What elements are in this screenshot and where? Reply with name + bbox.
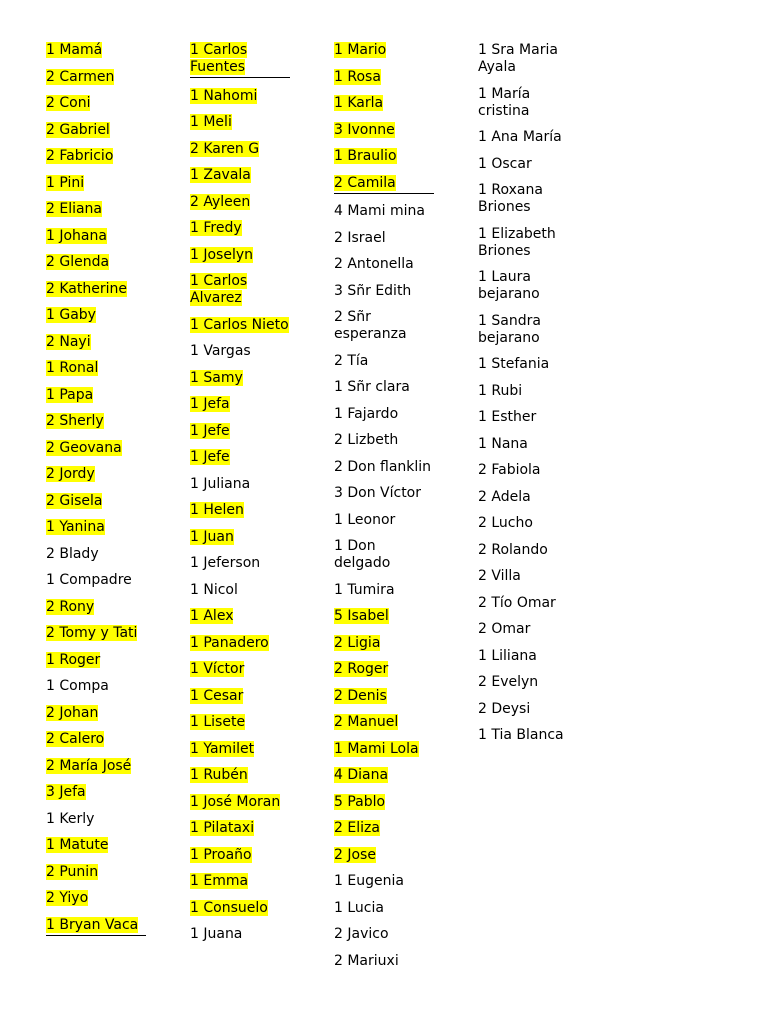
list-item [334, 953, 434, 970]
highlighted-list-item [190, 794, 290, 811]
highlighted-list-item [190, 635, 290, 652]
list-item-text: 4 Diana [334, 767, 389, 783]
list-item [478, 356, 578, 373]
highlighted-list-item [46, 148, 146, 165]
list-item [334, 582, 434, 599]
list-item-text: 1 Rubén [190, 767, 248, 783]
list-item-text: 1 Karla [334, 95, 384, 111]
highlighted-list-item [46, 69, 146, 86]
list-item [478, 727, 578, 744]
list-item [46, 811, 146, 828]
list-item-text: 2 Deysi [478, 700, 531, 717]
highlighted-list-item [190, 529, 290, 546]
list-item-text: 1 Fajardo [334, 405, 399, 422]
list-item [478, 462, 578, 479]
highlighted-list-item [190, 273, 290, 307]
list-item-text: 1 Jefe [190, 422, 230, 439]
highlighted-list-item [46, 625, 146, 642]
list-item-text: 2 Sherly [46, 413, 104, 429]
list-item-text: 2 Gisela [46, 492, 103, 509]
list-item-text: 1 Johana [46, 227, 107, 244]
list-item-text: 2 Roger [334, 661, 389, 677]
list-item [478, 436, 578, 453]
list-item [46, 572, 146, 589]
list-item-text: 2 Rolando [478, 541, 548, 558]
highlighted-list-item [334, 635, 434, 652]
list-item [478, 269, 578, 303]
list-item [478, 409, 578, 426]
list-item-text: 1 Joselyn [190, 246, 254, 263]
list-item [334, 379, 434, 396]
list-item-text: 2 Mariuxi [334, 952, 399, 969]
list-item-text: 1 Zavala [190, 167, 251, 183]
highlighted-list-item [334, 767, 434, 784]
list-item-text: 2 Sñr esperanza [334, 309, 407, 342]
list-item-text: 4 Mami mina [334, 203, 425, 219]
highlighted-list-item [46, 228, 146, 245]
highlighted-list-item [46, 917, 146, 936]
list-item [334, 353, 434, 370]
list-item-text: 2 Katherine [46, 280, 127, 297]
list-item-text: 1 Mami Lola [334, 740, 419, 757]
list-item [334, 512, 434, 529]
list-item [478, 595, 578, 612]
list-item-text: 1 Carlos Alvarez [190, 273, 248, 306]
list-item-text: 1 Kerly [46, 810, 95, 827]
list-item [478, 313, 578, 347]
list-item-text: 1 Samy [190, 369, 243, 386]
list-item [478, 226, 578, 260]
highlighted-list-item [46, 95, 146, 112]
list-item-text: 1 Víctor [190, 661, 245, 677]
highlighted-list-item [190, 661, 290, 678]
list-item-text: 1 Carlos Fuentes [190, 42, 248, 75]
list-item-text: 2 Adela [478, 488, 531, 505]
list-item-text: 1 Yamilet [190, 740, 255, 757]
highlighted-list-item [334, 69, 434, 86]
list-item-text: 1 Helen [190, 502, 244, 518]
highlighted-list-item [46, 599, 146, 616]
list-item [478, 621, 578, 638]
list-item-text: 1 Don delgado [334, 538, 391, 571]
list-item-text: 2 Camila [334, 174, 396, 191]
highlighted-list-item [46, 890, 146, 907]
list-item-text: 1 Meli [190, 114, 232, 130]
list-item-text: 1 Oscar [478, 155, 532, 172]
list-item-text: 1 Nahomi [190, 87, 258, 104]
list-item-text: 2 Carmen [46, 68, 115, 85]
list-item-text: 2 Tía [334, 352, 369, 369]
list-item-text: 2 Geovana [46, 439, 122, 456]
highlighted-list-item [190, 714, 290, 731]
list-item [478, 489, 578, 506]
name-column-3 [334, 42, 434, 979]
highlighted-list-item [46, 413, 146, 430]
list-item [478, 568, 578, 585]
list-item-text: 2 Jordy [46, 466, 95, 482]
list-item-text: 1 Rosa [334, 68, 381, 85]
highlighted-list-item [190, 88, 290, 105]
list-item-text: 1 Compadre [46, 572, 132, 588]
list-item-text: 2 Blady [46, 545, 99, 562]
list-item [478, 86, 578, 120]
list-item-text: 1 Consuelo [190, 899, 268, 916]
list-item-text: 1 Ana María [478, 129, 562, 145]
list-item-text: 2 Javico [334, 926, 389, 942]
list-item-text: 1 Jefa [190, 396, 230, 412]
list-item-text: 2 Eliana [46, 201, 103, 217]
highlighted-list-item [190, 167, 290, 184]
list-item [334, 309, 434, 343]
list-item-text: 2 Calero [46, 731, 105, 747]
list-item-text: 1 Roger [46, 651, 101, 668]
list-item [478, 648, 578, 665]
list-item [478, 182, 578, 216]
list-item-text: 1 María cristina [478, 85, 531, 119]
list-item [334, 203, 434, 220]
list-item [190, 476, 290, 493]
list-item-text: 2 María José [46, 757, 132, 774]
list-item [478, 129, 578, 146]
list-item-text: 1 Compa [46, 678, 109, 694]
list-item-text: 2 Yiyo [46, 890, 89, 906]
highlighted-list-item [46, 864, 146, 881]
list-item-text: 1 Jefe [190, 449, 230, 465]
list-item-text: 3 Don Víctor [334, 485, 422, 501]
highlighted-list-item [190, 423, 290, 440]
highlighted-list-item [334, 661, 434, 678]
list-item-text: 1 Cesar [190, 687, 244, 704]
list-item [334, 432, 434, 449]
name-column-4 [478, 42, 578, 754]
list-item-text: 1 Fredy [190, 220, 242, 236]
list-item-text: 2 Manuel [334, 714, 399, 730]
list-item-text: 1 Elizabeth Briones [478, 225, 556, 259]
list-item [478, 383, 578, 400]
list-item-text: 1 Panadero [190, 634, 269, 651]
name-column-1 [46, 42, 146, 945]
highlighted-list-item [190, 396, 290, 413]
list-item [190, 926, 290, 943]
list-item-text: 1 Bryan Vaca [46, 916, 139, 933]
list-item-text: 1 Tumira [334, 581, 395, 598]
highlighted-list-item [190, 194, 290, 211]
highlighted-list-item [46, 519, 146, 536]
list-item-text: 1 Juan [190, 528, 234, 545]
highlighted-list-item [46, 281, 146, 298]
list-item-text: 1 Ronal [46, 360, 99, 376]
highlighted-list-item [334, 42, 434, 59]
list-item [190, 343, 290, 360]
list-item [478, 674, 578, 691]
highlighted-list-item [334, 175, 434, 194]
list-item-text: 2 Coni [46, 95, 91, 111]
highlighted-list-item [46, 705, 146, 722]
highlighted-list-item [46, 334, 146, 351]
list-item [46, 678, 146, 695]
highlighted-list-item [190, 767, 290, 784]
list-item-text: 2 Tomy y Tati [46, 625, 138, 641]
highlighted-list-item [46, 440, 146, 457]
list-item-text: 1 Laura bejarano [478, 269, 540, 302]
list-item [334, 900, 434, 917]
highlighted-list-item [334, 122, 434, 139]
highlighted-list-item [190, 820, 290, 837]
list-item-text: 1 José Moran [190, 793, 281, 810]
list-item-text: 2 Nayi [46, 333, 91, 350]
highlighted-list-item [46, 122, 146, 139]
list-item [190, 555, 290, 572]
name-column-2 [190, 42, 290, 953]
highlighted-list-item [190, 114, 290, 131]
list-item-text: 1 Lisete [190, 714, 246, 730]
highlighted-list-item [190, 873, 290, 890]
list-item-text: 1 Papa [46, 386, 94, 403]
highlighted-list-item [334, 714, 434, 731]
highlighted-list-item [46, 307, 146, 324]
list-item-text: 1 Nicol [190, 581, 238, 598]
highlighted-list-item [190, 449, 290, 466]
list-item-text: 1 Juana [190, 926, 243, 942]
list-item-text: 1 Nana [478, 435, 528, 452]
list-item [334, 256, 434, 273]
highlighted-list-item [46, 201, 146, 218]
highlighted-list-item [46, 837, 146, 854]
list-item-text: 3 Ivonne [334, 121, 395, 138]
list-item-text: 1 Alex [190, 608, 234, 624]
list-item-text: 3 Sñr Edith [334, 282, 412, 299]
list-item [478, 515, 578, 532]
list-item-text: 2 Jose [334, 846, 376, 863]
list-item [334, 926, 434, 943]
list-item-text: 2 Ayleen [190, 193, 251, 210]
list-item [478, 156, 578, 173]
list-item-text: 2 Villa [478, 568, 521, 584]
list-item-text: 1 Gaby [46, 307, 96, 323]
list-item-text: 2 Punin [46, 863, 99, 880]
list-item-text: 2 Ligia [334, 634, 381, 651]
highlighted-list-item [190, 247, 290, 264]
list-item-text: 1 Roxana Briones [478, 182, 543, 215]
list-item-text: 1 Stefania [478, 356, 550, 372]
list-item-text: 1 Juliana [190, 475, 251, 492]
list-item-text: 2 Fabricio [46, 148, 114, 164]
list-item-text: 1 Emma [190, 873, 249, 889]
highlighted-list-item [46, 42, 146, 59]
highlighted-list-item [46, 493, 146, 510]
highlighted-list-item [46, 466, 146, 483]
list-item [478, 42, 578, 76]
highlighted-list-item [190, 688, 290, 705]
highlighted-list-item [190, 370, 290, 387]
highlighted-list-item [334, 847, 434, 864]
list-item-text: 1 Sñr clara [334, 379, 410, 395]
highlighted-list-item [190, 608, 290, 625]
list-item-text: 1 Yanina [46, 519, 105, 535]
highlighted-list-item [334, 741, 434, 758]
list-item-text: 1 Mamá [46, 42, 103, 58]
list-item-text: 5 Isabel [334, 608, 389, 624]
highlighted-list-item [334, 820, 434, 837]
highlighted-list-item [190, 900, 290, 917]
highlighted-list-item [334, 95, 434, 112]
list-item [478, 542, 578, 559]
list-item-text: 3 Jefa [46, 784, 86, 800]
highlighted-list-item [334, 148, 434, 165]
highlighted-list-item [46, 175, 146, 192]
list-item-text: 2 Glenda [46, 254, 110, 270]
highlighted-list-item [190, 741, 290, 758]
highlighted-list-item [190, 141, 290, 158]
list-item [334, 406, 434, 423]
highlighted-list-item [190, 220, 290, 237]
list-item-text: 1 Carlos Nieto [190, 316, 289, 333]
list-item-text: 2 Evelyn [478, 674, 539, 690]
highlighted-list-item [46, 387, 146, 404]
list-item-text: 1 Braulio [334, 148, 397, 164]
highlighted-list-item [190, 42, 290, 78]
list-item-text: 1 Pilataxi [190, 820, 255, 836]
list-item [334, 230, 434, 247]
highlighted-list-item [46, 784, 146, 801]
list-item-text: 2 Omar [478, 621, 531, 637]
list-item-text: 1 Mario [334, 42, 387, 58]
list-item-text: 2 Denis [334, 687, 387, 704]
list-item-text: 1 Leonor [334, 511, 396, 528]
highlighted-list-item [46, 652, 146, 669]
highlighted-list-item [46, 758, 146, 775]
list-item-text: 2 Lucho [478, 515, 533, 531]
highlighted-list-item [334, 688, 434, 705]
highlighted-list-item [190, 847, 290, 864]
list-item-text: 1 Sra Maria Ayala [478, 42, 558, 75]
list-item-text: 1 Jeferson [190, 555, 261, 571]
list-item-text: 2 Don flanklin [334, 458, 432, 475]
highlighted-list-item [334, 794, 434, 811]
highlighted-list-item [46, 360, 146, 377]
list-item [190, 582, 290, 599]
highlighted-list-item [46, 731, 146, 748]
list-item-text: 1 Matute [46, 837, 109, 853]
list-item-text: 1 Tia Blanca [478, 727, 564, 743]
list-item-text: 2 Israel [334, 229, 386, 246]
list-item-text: 1 Esther [478, 409, 537, 425]
highlighted-list-item [190, 317, 290, 334]
list-item-text: 2 Gabriel [46, 121, 110, 138]
list-item-text: 2 Johan [46, 704, 99, 721]
highlighted-list-item [334, 608, 434, 625]
list-item [334, 283, 434, 300]
list-item-text: 1 Vargas [190, 343, 251, 359]
list-item-text: 2 Fabiola [478, 462, 541, 478]
list-item [334, 485, 434, 502]
list-item [334, 538, 434, 572]
list-item [478, 701, 578, 718]
list-item-text: 1 Proaño [190, 846, 252, 863]
list-item-text: 2 Lizbeth [334, 432, 399, 448]
list-item [334, 873, 434, 890]
list-item-text: 1 Rubi [478, 382, 523, 399]
list-item-text: 2 Karen G [190, 140, 260, 157]
list-item-text: 2 Rony [46, 598, 95, 615]
list-item-text: 1 Lucia [334, 899, 384, 916]
list-item-text: 2 Eliza [334, 820, 380, 836]
list-item-text: 1 Eugenia [334, 873, 404, 889]
list-item-text: 1 Sandra bejarano [478, 312, 541, 346]
list-item-text: 5 Pablo [334, 793, 386, 810]
list-item-text: 1 Pini [46, 174, 85, 191]
list-item [46, 546, 146, 563]
highlighted-list-item [190, 502, 290, 519]
list-item-text: 2 Tío Omar [478, 594, 556, 611]
list-item [334, 459, 434, 476]
list-item-text: 2 Antonella [334, 256, 414, 272]
list-item-text: 1 Liliana [478, 647, 537, 664]
highlighted-list-item [46, 254, 146, 271]
